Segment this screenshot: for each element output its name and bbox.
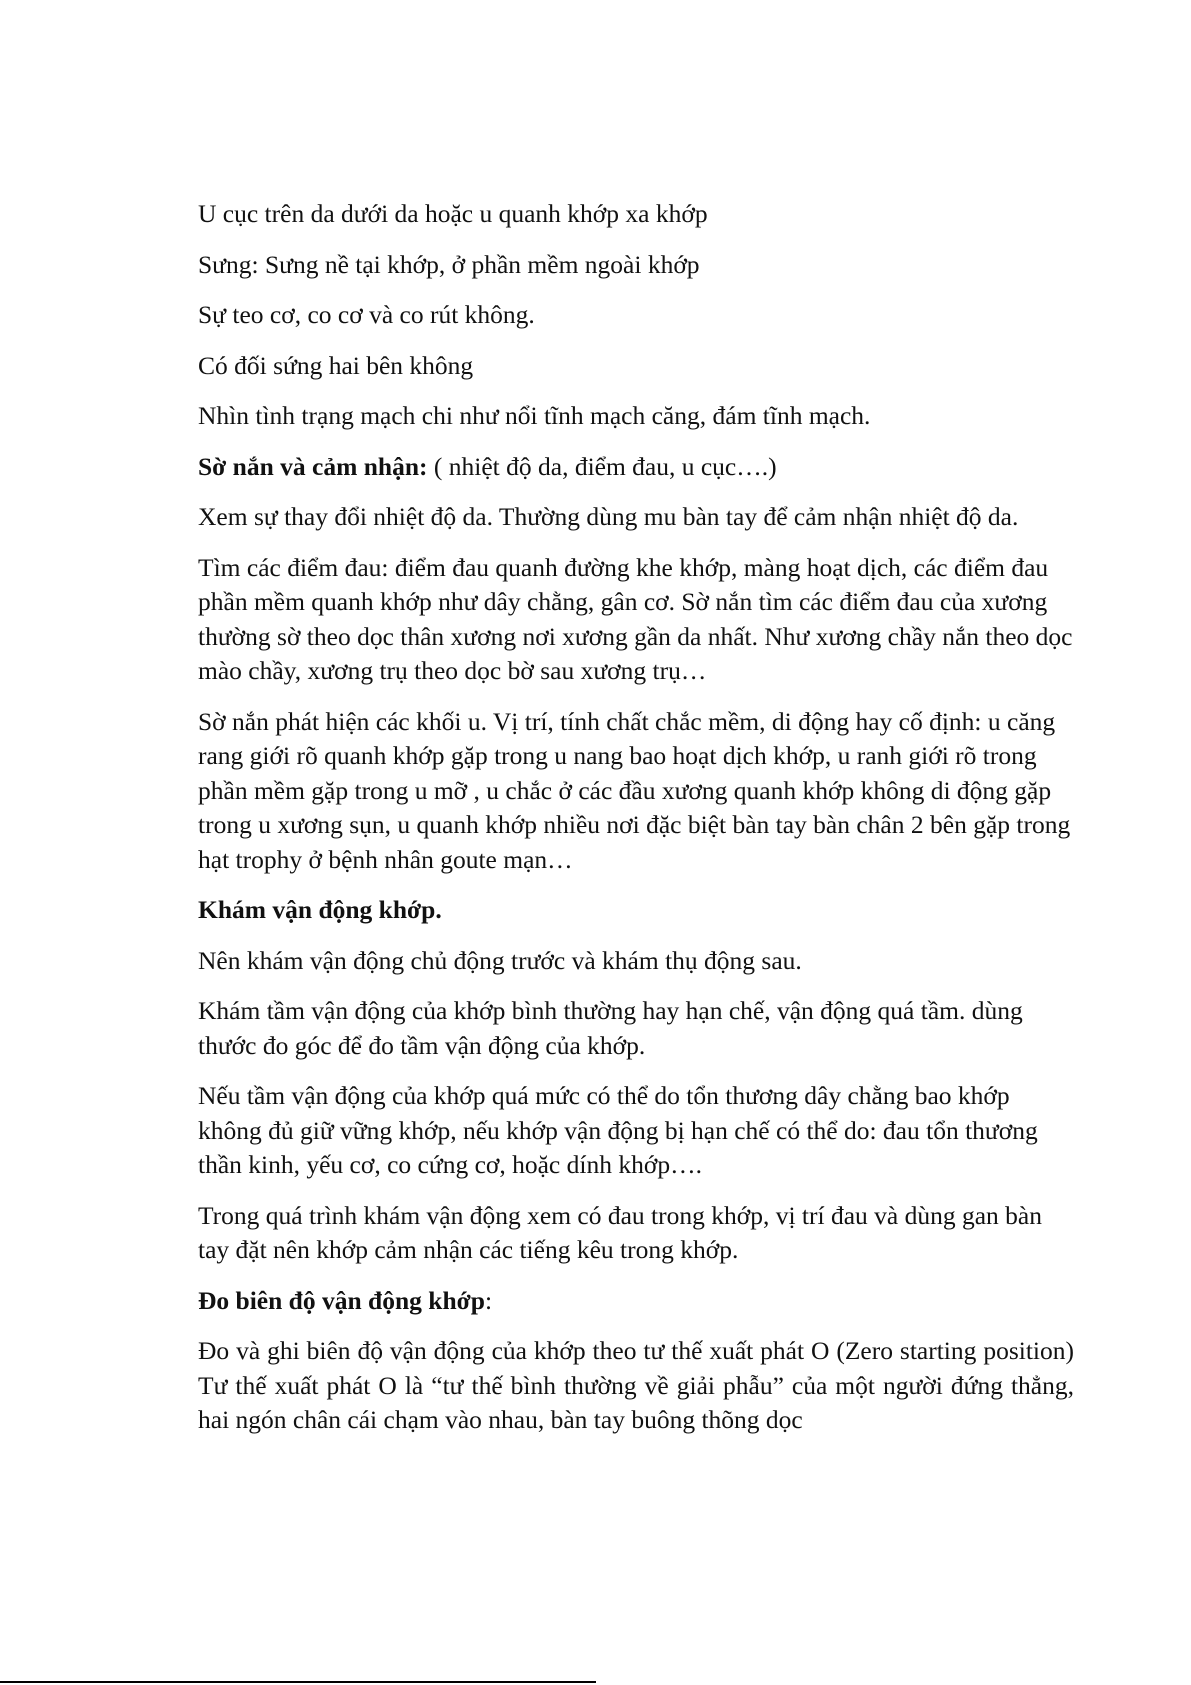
footnote-separator-line [0, 1681, 596, 1683]
paragraph-tieng-keu: Trong quá trình khám vận động xem có đau trong khớp, vị trí đau và dùng gan bàn tay đặt nên khớp cảm nhận các tiếng kêu trong khớp. [198, 1200, 1042, 1264]
section-do-bien-do [198, 1284, 1074, 1319]
paragraph-doi-xung: Có đối sứng hai bên không [198, 350, 474, 380]
section-so-nan-detail: ( nhiệt độ da, điểm đau, u cục….) [427, 451, 777, 481]
section-do-bien-do-colon: : [484, 1285, 493, 1315]
paragraph-tinh-mach: Nhìn tình trạng mạch chi như nổi tĩnh mạch căng, đám tĩnh mạch. [198, 401, 871, 430]
heading-kham-van-dong: Khám vận động khớp. [198, 895, 442, 924]
document-body [198, 197, 1074, 1438]
section-so-nan-title: Sờ nắn và cảm nhận: [198, 451, 428, 481]
paragraph-diem-dau: Tìm các điểm đau: điểm đau quanh đường khe khớp, màng hoạt dịch, các điểm đau phần mềm quanh khớp như dây chằng, gân cơ. Sờ nắn tìm các điểm đau của xương thường sờ theo dọc thân xương nơi xương gần da nhất. Như xương chầy nắn theo dọc mào chầy, xương trụ theo dọc bờ sau xương trụ… [198, 552, 1073, 685]
paragraph-tam-van-dong: Khám tầm vận động của khớp bình thường hay hạn chế, vận động quá tầm. dùng thước đo góc để đo tầm vận động của khớp. [198, 996, 1023, 1060]
paragraph-zero-position: Đo và ghi biên độ vận động của khớp theo tư thế xuất phát O (Zero starting position) Tư thế xuất phát O là “tư thế bình thường về giải phẫu” của một người đứng thẳng, hai ngón chân cái chạm vào nhau, bàn tay buông thõng dọc [198, 1336, 1074, 1434]
section-so-nan [198, 450, 1074, 485]
paragraph-qua-muc: Nếu tầm vận động của khớp quá mức có thể do tổn thương dây chằng bao khớp không đủ giữ vững khớp, nếu khớp vận động bị hạn chế có thể do: đau tổn thương thần kinh, yếu cơ, co cứng cơ, hoặc dính khớp…. [198, 1081, 1038, 1179]
paragraph-sung: Sưng: Sưng nề tại khớp, ở phần mềm ngoài khớp [198, 249, 700, 279]
paragraph-u-cuc: U cục trên da dưới da hoặc u quanh khớp xa khớp [198, 199, 708, 228]
paragraph-chu-dong: Nên khám vận động chủ động trước và khám thụ động sau. [198, 945, 802, 975]
paragraph-teo-co: Sự teo cơ, co cơ và co rút không. [198, 300, 535, 329]
paragraph-khoi-u: Sờ nắn phát hiện các khối u. Vị trí, tính chất chắc mềm, di động hay cố định: u căng rang giới rõ quanh khớp gặp trong u nang bao hoạt dịch khớp, u ranh giới rõ trong phần mềm gặp trong u mỡ , u chắc ở các đầu xương quanh khớp không di động gặp trong u xương sụn, u quanh khớp nhiều nơi đặc biệt bàn tay bàn chân 2 bên gặp trong hạt trophy ở bệnh nhân goute mạn… [198, 706, 1071, 874]
paragraph-nhiet-do: Xem sự thay đổi nhiệt độ da. Thường dùng mu bàn tay để cảm nhận nhiệt độ da. [198, 502, 1019, 531]
section-do-bien-do-title: Đo biên độ vận động khớp [198, 1285, 485, 1315]
